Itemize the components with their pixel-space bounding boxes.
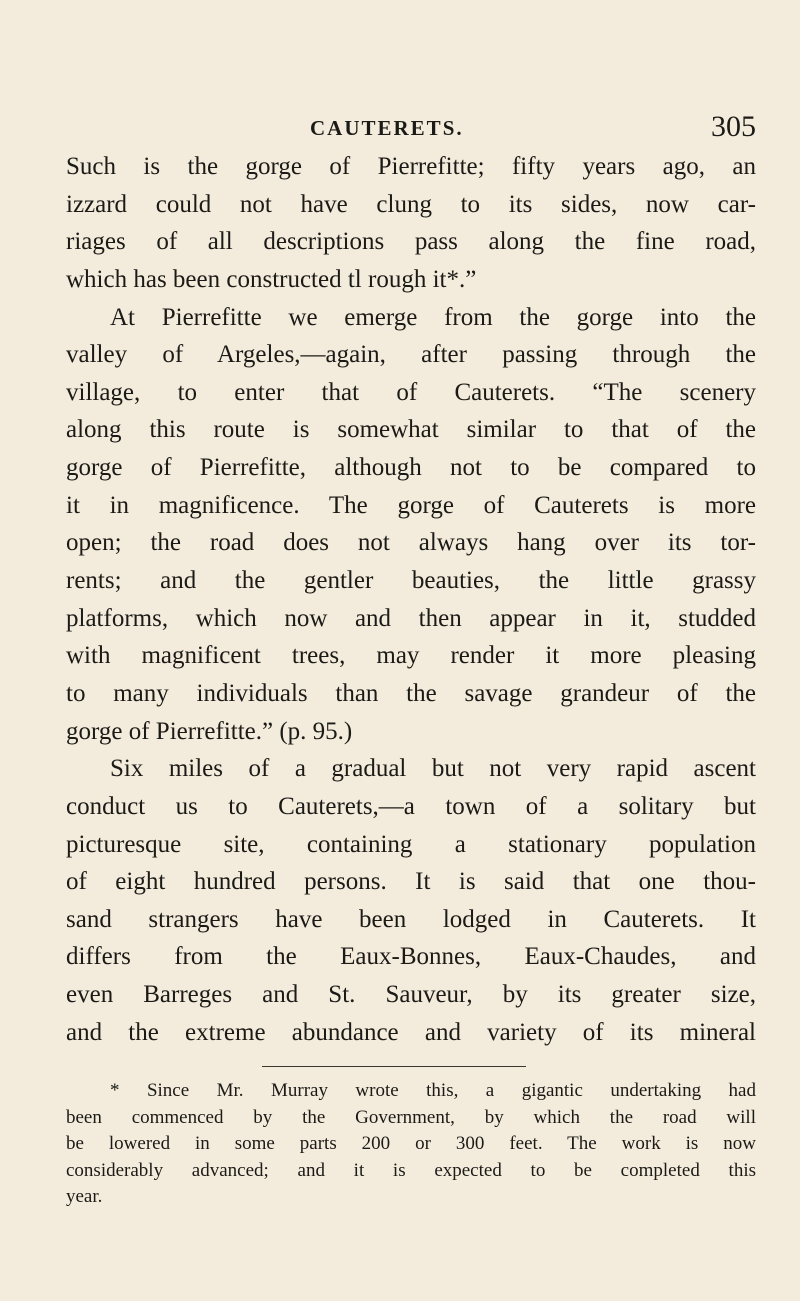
footnote-line: * Since Mr. Murray wrote this, a gigantic undertaking had — [110, 1080, 756, 1101]
text-line: conduct us to Cauterets,—a town of a solitary but — [66, 792, 756, 820]
text-line: along this route is somewhat similar to that of the — [66, 416, 756, 444]
text-line: even Barreges and St. Sauveur, by its greater size, — [66, 981, 756, 1009]
footnote-line: be lowered in some parts 200 or 300 feet. The work is now — [66, 1133, 756, 1154]
footnote-rule — [262, 1066, 526, 1067]
footnote-line: year. — [66, 1186, 103, 1207]
text-line: picturesque site, containing a stationary population — [66, 830, 756, 858]
text-line: gorge of Pierrefitte, although not to be compared to — [66, 454, 756, 482]
body-text — [66, 148, 756, 1051]
text-line: Six miles of a gradual but not very rapid ascent — [110, 755, 756, 783]
running-title: CAUTERETS. — [310, 116, 464, 140]
text-line: rents; and the gentler beauties, the little grassy — [66, 567, 756, 595]
text-line: with magnificent trees, may render it more pleasing — [66, 642, 756, 670]
text-line: riages of all descriptions pass along the fine road, — [66, 228, 756, 256]
footnote-line: considerably advanced; and it is expected to be completed this — [66, 1159, 756, 1181]
text-line: differs from the Eaux-Bonnes, Eaux-Chaudes, and — [66, 943, 756, 971]
text-line: gorge of Pierrefitte.” (p. 95.) — [66, 717, 353, 745]
text-line: which has been constructed tl rough it*.” — [66, 265, 477, 293]
text-line: platforms, which now and then appear in it, studded — [66, 604, 756, 632]
text-line: to many individuals than the savage grandeur of the — [66, 679, 756, 707]
footnote — [66, 1078, 756, 1211]
running-head — [66, 110, 756, 150]
text-line: open; the road does not always hang over its tor- — [66, 529, 756, 557]
text-line: Such is the gorge of Pierrefitte; fifty years ago, an — [66, 153, 756, 180]
text-line: sand strangers have been lodged in Cauterets. It — [66, 905, 756, 933]
text-line: At Pierrefitte we emerge from the gorge into the — [110, 303, 756, 331]
text-line: valley of Argeles,—again, after passing through the — [66, 341, 756, 369]
page-number: 305 — [711, 110, 756, 143]
text-line: village, to enter that of Cauterets. “The scenery — [66, 378, 756, 406]
text-line: of eight hundred persons. It is said that one thou- — [66, 868, 756, 896]
footnote-line: been commenced by the Government, by which the road will — [66, 1106, 756, 1128]
text-line: it in magnificence. The gorge of Cauterets is more — [66, 491, 756, 519]
text-line: izzard could not have clung to its sides, now car- — [66, 190, 756, 218]
text-line: and the extreme abundance and variety of its mineral — [66, 1018, 756, 1046]
